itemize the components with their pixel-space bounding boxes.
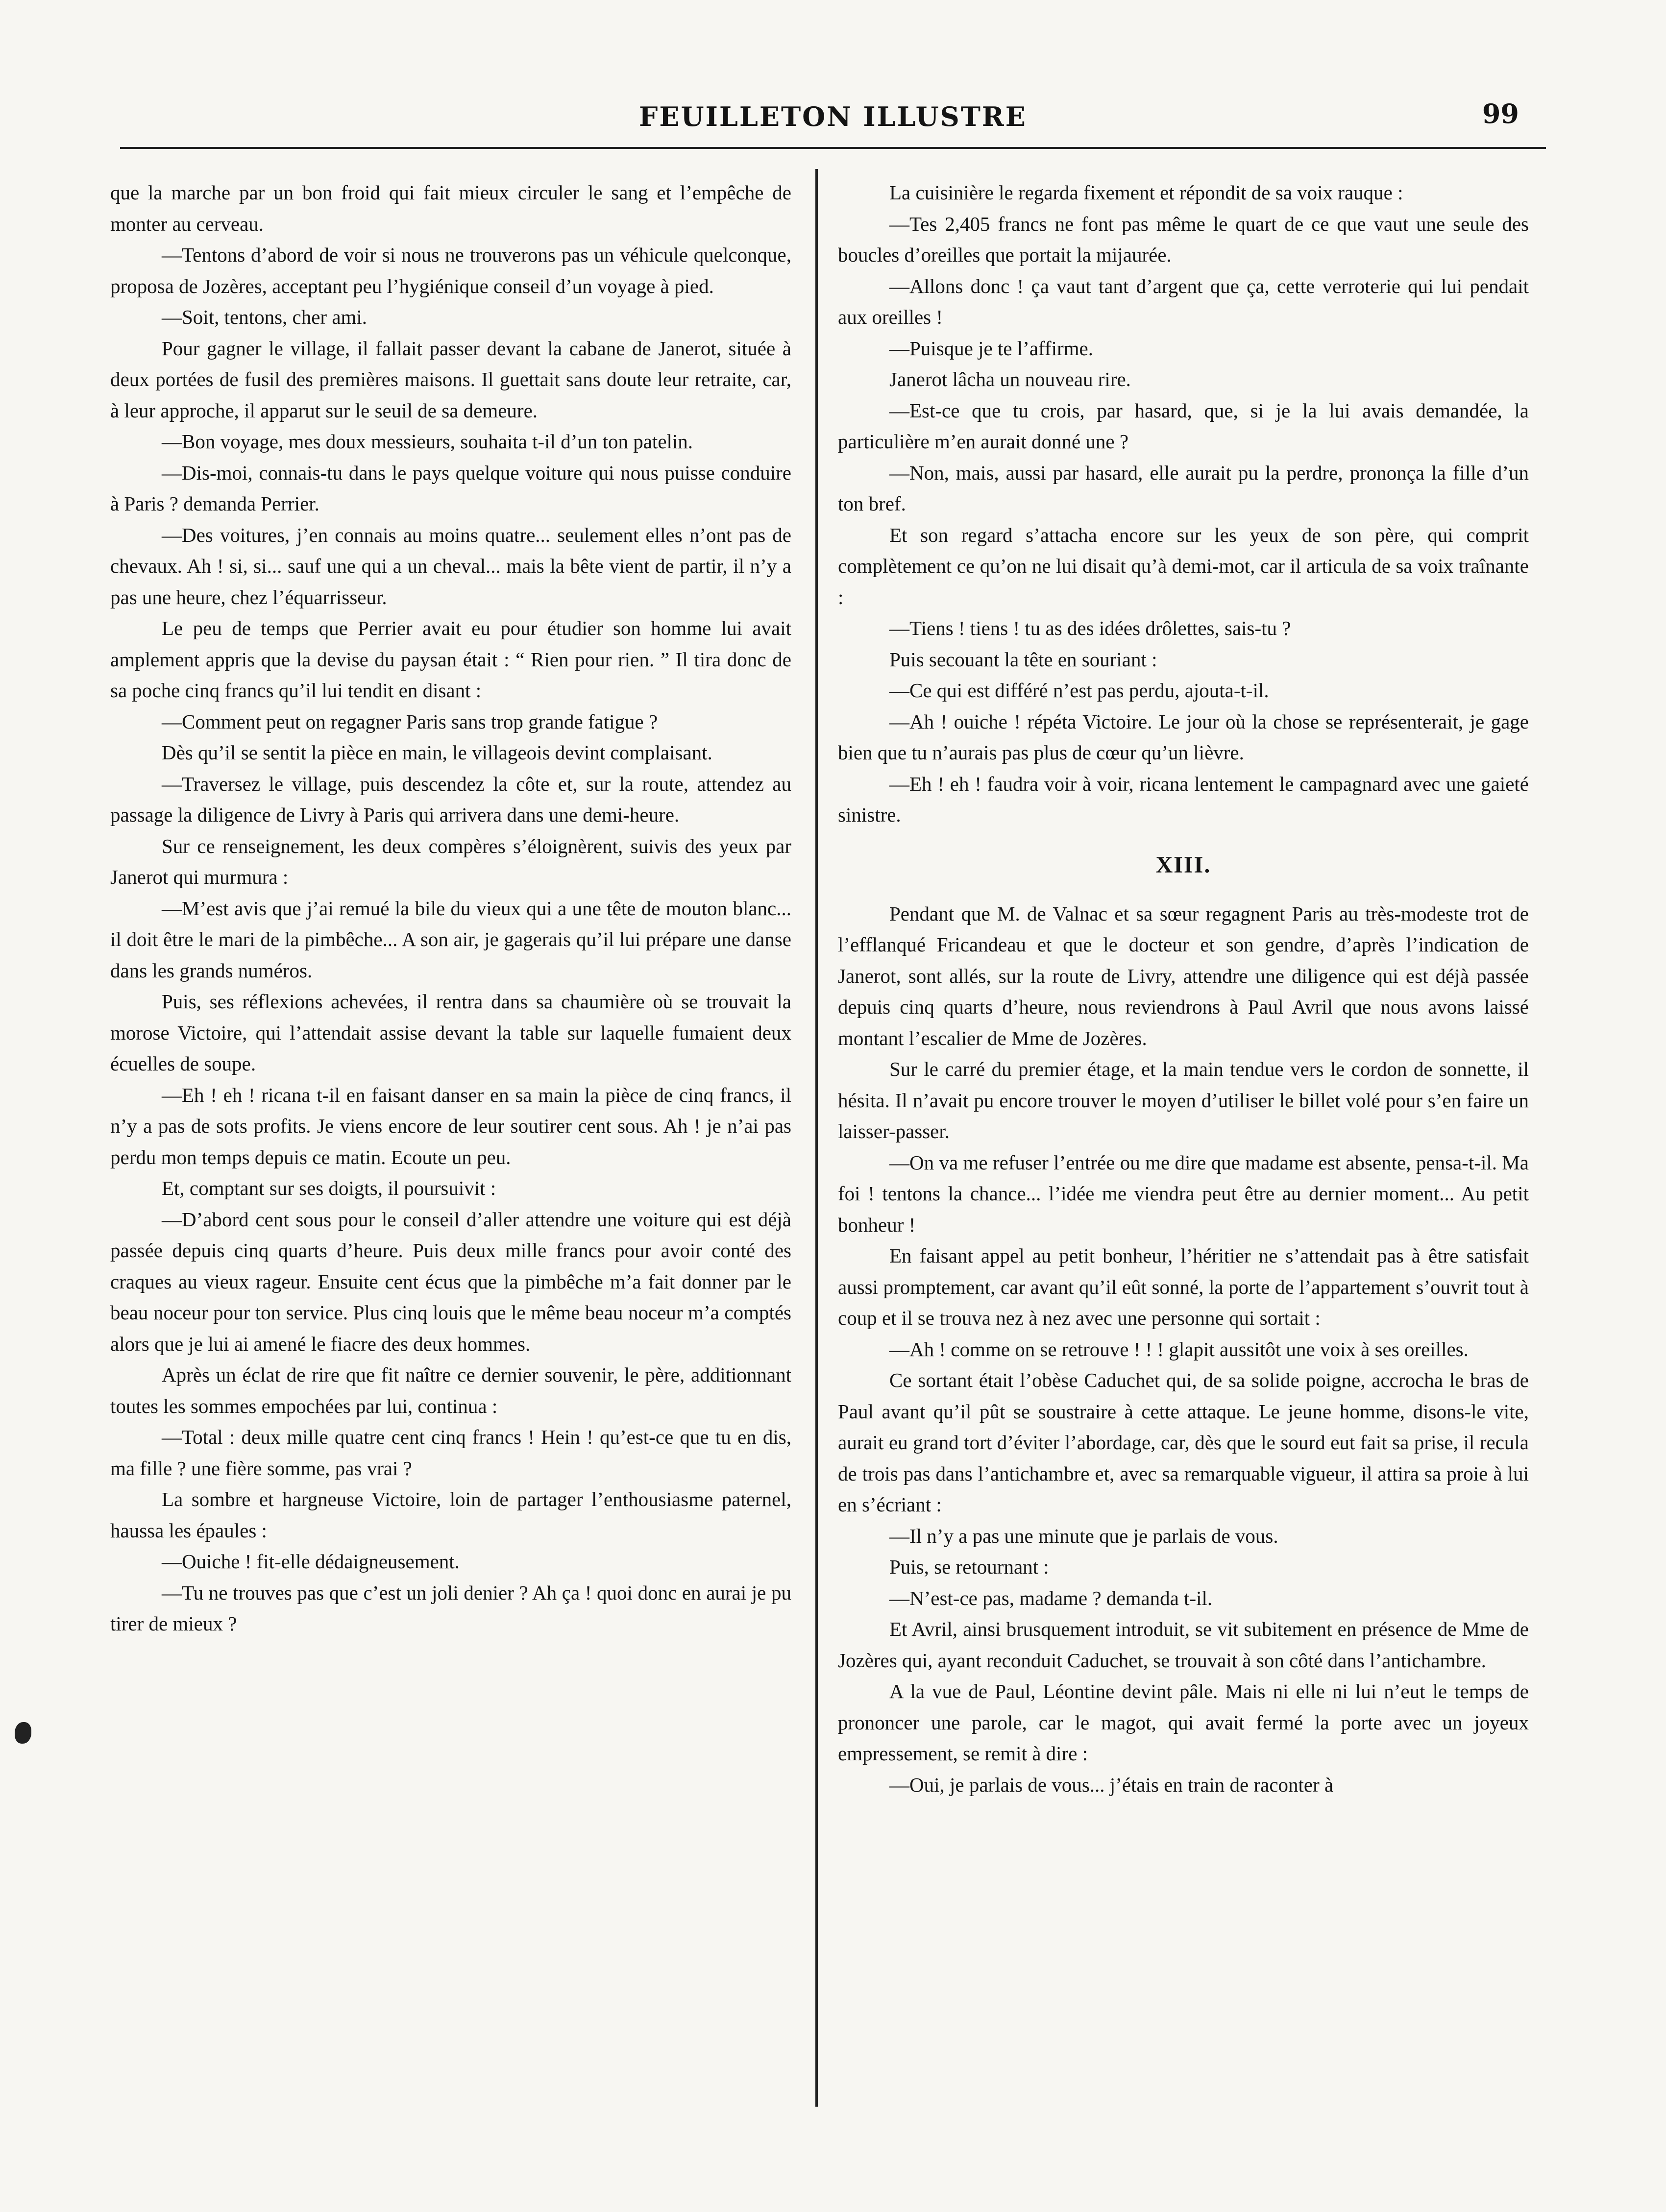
paragraph: Puis secouant la tête en souriant : <box>889 648 1157 671</box>
paragraph: —Ouiche ! fit-elle dédaigneusement. <box>162 1550 460 1573</box>
paragraph: —N’est-ce pas, madame ? demanda t-il. <box>889 1586 1213 1609</box>
paragraph: —Traversez le village, puis descendez la côte et, sur la route, attendez au passage la diligence de Livry à Paris qui arrivera dans une demi-heure. <box>110 772 791 826</box>
paragraph: Dès qu’il se sentit la pièce en main, le villageois devint complaisant. <box>162 741 712 764</box>
paragraph: Le peu de temps que Perrier avait eu pour étudier son homme lui avait amplement appris que la devise du paysan était : “ Rien pour rien. ” Il tira donc de sa poche cinq francs qu’il lui tendit en disant : <box>110 617 791 702</box>
paragraph: —Total : deux mille quatre cent cinq francs ! Hein ! qu’est-ce que tu en dis, ma fille ? une fière somme, pas vrai ? <box>110 1426 791 1480</box>
paragraph: —D’abord cent sous pour le conseil d’aller attendre une voiture qui est déjà passée depuis cinq quarts d’heure. Puis deux mille francs pour avoir conté des craques au vieux rageur. Ensuite cent écus que la pimbêche m’a fait donner par le beau noceur pour ton service. Plus cinq louis que le même beau noceur m’a comptés alors que je lui ai amené le fiacre des deux hommes. <box>110 1208 791 1355</box>
paragraph: —Des voitures, j’en connais au moins quatre... seulement elles n’ont pas de chevaux. Ah ! si, si... sauf une qui a un cheval... mais la bête vient de partir, il n’y a pas une heure, chez l’équarrisseur. <box>110 523 791 608</box>
paragraph: Et Avril, ainsi brusquement introduit, se vit subitement en présence de Mme de Jozères qui, ayant reconduit Caduchet, se trouvait à son côté dans l’antichambre. <box>838 1618 1529 1672</box>
paragraph: Puis, ses réflexions achevées, il rentra dans sa chaumière où se trouvait la morose Victoire, qui l’attendait assise devant la table sur laquelle fumaient deux écuelles de soupe. <box>110 990 791 1075</box>
paragraph: Ce sortant était l’obèse Caduchet qui, de sa solide poigne, accrocha le bras de Paul avant qu’il pût se soustraire à cette attaque. Le jeune homme, disons-le vite, aurait eu grand tort d’éviter l’abordage, car, dès que le sourd eut fait sa prise, il recula de trois pas dans l’antichambre et, avec sa remarquable vigueur, il attira sa proie à lui en s’écriant : <box>838 1369 1529 1516</box>
paragraph: —Dis-moi, connais-tu dans le pays quelque voiture qui nous puisse conduire à Paris ? demanda Perrier. <box>110 461 791 515</box>
paragraph: A la vue de Paul, Léontine devint pâle. Mais ni elle ni lui n’eut le temps de prononcer une parole, car le magot, qui avait fermé la porte avec un joyeux empressement, se remit à dire : <box>838 1680 1529 1765</box>
paragraph: —Tes 2,405 francs ne font pas même le quart de ce que vaut une seule des boucles d’oreilles que portait la mijaurée. <box>838 212 1529 266</box>
paragraph: Sur le carré du premier étage, et la main tendue vers le cordon de sonnette, il hésita. Il n’avait pu encore trouver le moyen d’utiliser le billet volé pour s’en faire un laisser-passer. <box>838 1058 1529 1142</box>
header-rule <box>120 147 1546 149</box>
paragraph: Puis, se retournant : <box>889 1556 1049 1578</box>
paragraph: Et son regard s’attacha encore sur les yeux de son père, qui comprit complètement ce qu’on ne lui disait qu’à demi-mot, car il articula de sa voix traînante : <box>838 523 1529 608</box>
paragraph: Pour gagner le village, il fallait passer devant la cabane de Janerot, située à deux portées de fusil des premières maisons. Il guettait sans doute leur retraite, car, à leur approche, il apparut sur le seuil de sa demeure. <box>110 337 791 422</box>
chapter-heading: XIII. <box>1155 851 1211 878</box>
paragraph: —Comment peut on regagner Paris sans trop grande fatigue ? <box>162 710 658 733</box>
paragraph: —Puisque je te l’affirme. <box>889 337 1093 360</box>
paragraph: —Soit, tentons, cher ami. <box>162 306 368 328</box>
header-title: FEUILLETON ILLUSTRE <box>639 101 1027 132</box>
paragraph: Sur ce renseignement, les deux compères s’éloignèrent, suivis des yeux par Janerot qui murmura : <box>110 834 791 888</box>
paragraph: —Oui, je parlais de vous... j’étais en train de raconter à <box>889 1773 1334 1796</box>
paragraph: —Tentons d’abord de voir si nous ne trouverons pas un véhicule quelconque, proposa de Jozères, acceptant peu l’hygiénique conseil d’un voyage à pied. <box>110 243 791 297</box>
paragraph: —Non, mais, aussi par hasard, elle aurait pu la perdre, prononça la fille d’un ton bref. <box>838 461 1529 515</box>
right-column <box>838 177 1529 1800</box>
paragraph: que la marche par un bon froid qui fait mieux circuler le sang et l’empêche de monter au cerveau. <box>110 181 791 235</box>
paragraph: La sombre et hargneuse Victoire, loin de partager l’enthousiasme paternel, haussa les épaules : <box>110 1488 791 1542</box>
column-divider <box>815 169 818 2107</box>
paragraph: —Eh ! eh ! faudra voir à voir, ricana lentement le campagnard avec une gaieté sinistre. <box>838 772 1529 826</box>
paragraph: La cuisinière le regarda fixement et répondit de sa voix rauque : <box>889 181 1403 204</box>
page-number: 99 <box>1482 98 1519 129</box>
left-column <box>110 177 791 1640</box>
paragraph: En faisant appel au petit bonheur, l’héritier ne s’attendait pas à être satisfait aussi promptement, car avant qu’il eût sonné, la porte de l’appartement s’ouvrit tout à coup et il se trouva nez à nez avec une personne qui sortait : <box>838 1244 1529 1329</box>
paragraph: —Bon voyage, mes doux messieurs, souhaita t-il d’un ton patelin. <box>162 430 693 453</box>
paragraph: —Il n’y a pas une minute que je parlais de vous. <box>889 1524 1278 1547</box>
paragraph: Pendant que M. de Valnac et sa sœur regagnent Paris au très-modeste trot de l’efflanqué Fricandeau et que le docteur et son gendre, d’après l’indication de Janerot, sont allés, sur la route de Livry, attendre une diligence qui est déjà passée depuis cinq quarts d’heure, nous reviendrons à Paul Avril que nous avons laissé montant l’escalier de Mme de Jozères. <box>838 902 1529 1049</box>
paragraph: —Tu ne trouves pas que c’est un joli denier ? Ah ça ! quoi donc en aurai je pu tirer de mieux ? <box>110 1581 791 1635</box>
paragraph: —Ah ! comme on se retrouve ! ! ! glapit aussitôt une voix à ses oreilles. <box>889 1337 1469 1361</box>
paragraph: Et, comptant sur ses doigts, il poursuivit : <box>162 1177 496 1199</box>
paragraph: —Eh ! eh ! ricana t-il en faisant danser en sa main la pièce de cinq francs, il n’y a pas de sots profits. Je viens encore de leur soutirer cent sous. Ah ! je n’ai pas perdu mon temps depuis ce matin. Ecoute un peu. <box>110 1083 791 1168</box>
paragraph: —Ah ! ouiche ! répéta Victoire. Le jour où la chose se représenterait, je gage bien que tu n’aurais pas plus de cœur qu’un lièvre. <box>838 710 1529 764</box>
ink-blot-mark <box>15 1722 31 1744</box>
paragraph: —Est-ce que tu crois, par hasard, que, si je la lui avais demandée, la particulière m’en aurait donné une ? <box>838 399 1529 453</box>
paragraph: —Ce qui est différé n’est pas perdu, ajouta-t-il. <box>889 679 1269 702</box>
paragraph: Janerot lâcha un nouveau rire. <box>889 368 1131 390</box>
paragraph: Après un éclat de rire que fit naître ce dernier souvenir, le père, additionnant toutes les sommes empochées par lui, continua : <box>110 1363 791 1417</box>
paragraph: —Allons donc ! ça vaut tant d’argent que ça, cette verroterie qui lui pendait aux oreilles ! <box>838 274 1529 328</box>
paragraph: —M’est avis que j’ai remué la bile du vieux qui a une tête de mouton blanc... il doit être le mari de la pimbêche... A son air, je gagerais qu’il lui prépare une danse dans les grands numéros. <box>110 897 791 982</box>
paragraph: —On va me refuser l’entrée ou me dire que madame est absente, pensa-t-il. Ma foi ! tentons la chance... l’idée me viendra peut être au dernier moment... Au petit bonheur ! <box>838 1151 1529 1236</box>
paragraph: —Tiens ! tiens ! tu as des idées drôlettes, sais-tu ? <box>889 617 1291 639</box>
